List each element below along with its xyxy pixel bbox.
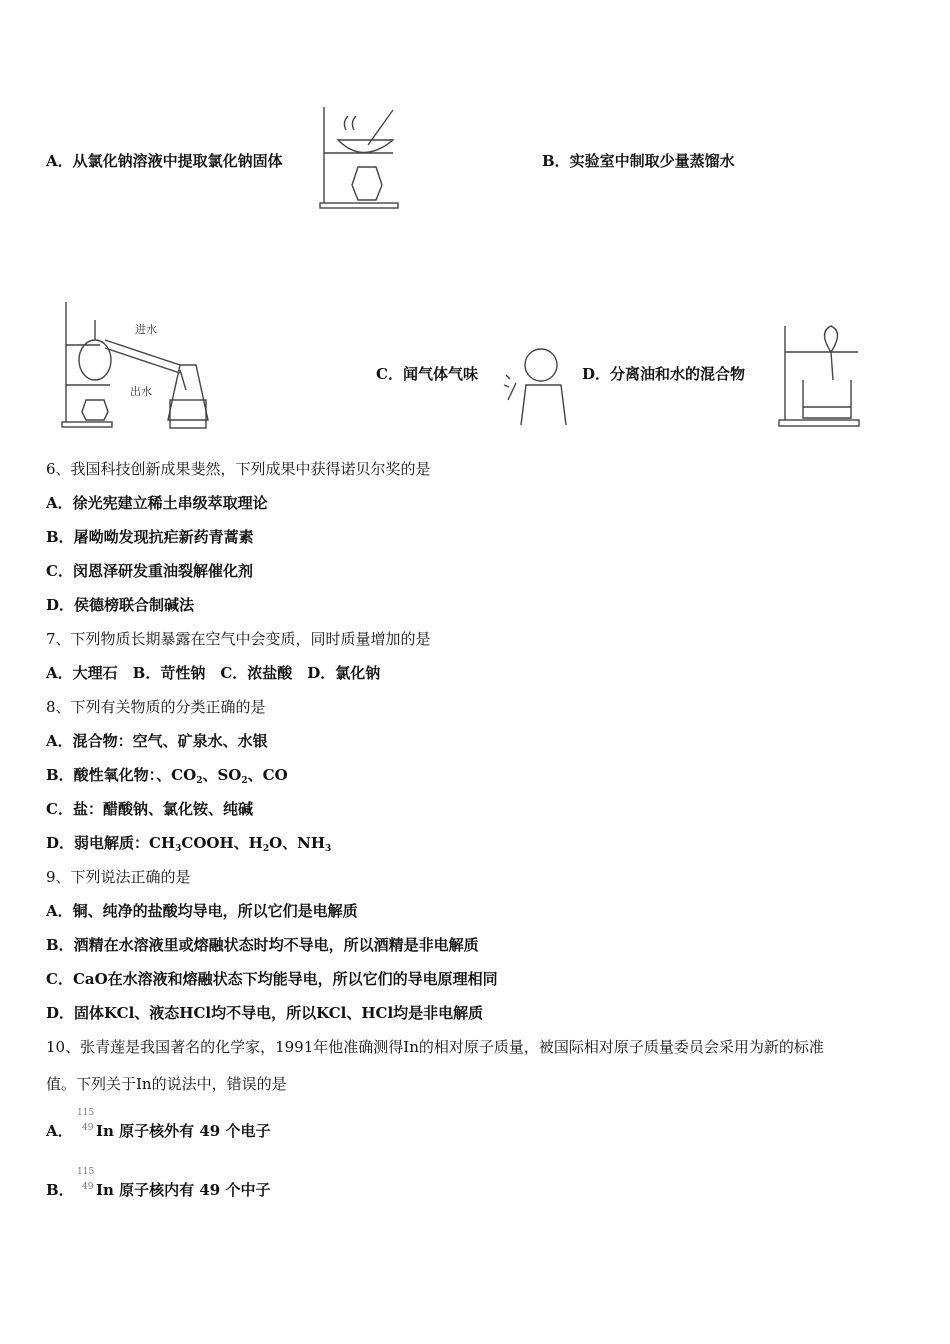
atomic-number: 49 (82, 1182, 94, 1192)
distillation-apparatus-image (60, 300, 220, 430)
q10-option-a-label: A． (46, 1122, 73, 1140)
q10-stem-line2: 值。下列关于In的说法中，错误的是 (46, 1075, 287, 1093)
mass-number: 115 (77, 1167, 95, 1177)
q7-stem: 7、下列物质长期暴露在空气中会变质，同时质量增加的是 (46, 630, 431, 648)
q8-option-c: C．盐：醋酸钠、氯化铵、纯碱 (46, 800, 253, 818)
q10-option-b-label: B． (46, 1181, 74, 1199)
q5-option-c: C．闻气体气味 (376, 365, 478, 383)
separatory-funnel-image (773, 322, 868, 430)
q5-option-a: A．从氯化钠溶液中提取氯化钠固体 (46, 152, 283, 170)
smelling-gas-image (496, 345, 571, 427)
mass-number: 115 (77, 1108, 95, 1118)
q9-option-c: C．CaO在水溶液和熔融状态下均能导电，所以它们的导电原理相同 (46, 970, 498, 988)
q7-options: A．大理石 B．苛性钠 C．浓盐酸 D．氯化钠 (46, 664, 381, 682)
q10-option-a: In 原子核外有 49 个电子 (96, 1122, 271, 1140)
q9-option-b: B．酒精在水溶液里或熔融状态时均不导电，所以酒精是非电解质 (46, 936, 479, 954)
q8-option-d (46, 833, 331, 859)
subscript: 3 (325, 844, 332, 854)
q9-option-a: A．铜、纯净的盐酸均导电，所以它们是电解质 (46, 902, 358, 920)
q8-option-a: A．混合物：空气、矿泉水、水银 (46, 732, 268, 750)
q6-stem: 6、我国科技创新成果斐然，下列成果中获得诺贝尔奖的是 (46, 460, 431, 478)
q9-stem: 9、下列说法正确的是 (46, 868, 191, 886)
q5-option-b: B．实验室中制取少量蒸馏水 (542, 152, 735, 170)
q8-stem: 8、下列有关物质的分类正确的是 (46, 698, 266, 716)
q9-option-d: D．固体KCl、液态HCl均不导电，所以KCl、HCl均是非电解质 (46, 1004, 484, 1022)
text: 、CO (247, 766, 288, 784)
subscript: 2 (262, 844, 270, 854)
q10-option-b: In 原子核内有 49 个中子 (96, 1181, 271, 1199)
subscript: 2 (196, 776, 203, 786)
q6-option-a: A．徐光宪建立稀土串级萃取理论 (46, 494, 268, 512)
q5-option-d: D．分离油和水的混合物 (582, 365, 746, 383)
subscript: 3 (175, 844, 182, 854)
q8-option-b (46, 765, 288, 791)
text: 、SO (202, 766, 242, 784)
q6-option-d: D．侯德榜联合制碱法 (46, 596, 195, 614)
q6-option-c: C．闵恩泽研发重油裂解催化剂 (46, 562, 253, 580)
q6-option-b: B．屠呦呦发现抗疟新药青蒿素 (46, 528, 254, 546)
evaporation-apparatus-image (318, 105, 403, 210)
text: D．弱电解质：CH (46, 834, 176, 852)
text: B．酸性氧化物：、CO (46, 766, 197, 784)
atomic-number: 49 (82, 1123, 94, 1133)
text: O、NH (269, 834, 326, 852)
water-in-label: 进水 (135, 323, 157, 336)
q10-stem-line1: 10、张青莲是我国著名的化学家，1991年他准确测得In的相对原子质量，被国际相对原子质量委员会采用为新的标准 (46, 1038, 824, 1056)
subscript: 2 (241, 776, 248, 786)
text: COOH、H (181, 834, 263, 852)
water-out-label: 出水 (130, 385, 152, 398)
